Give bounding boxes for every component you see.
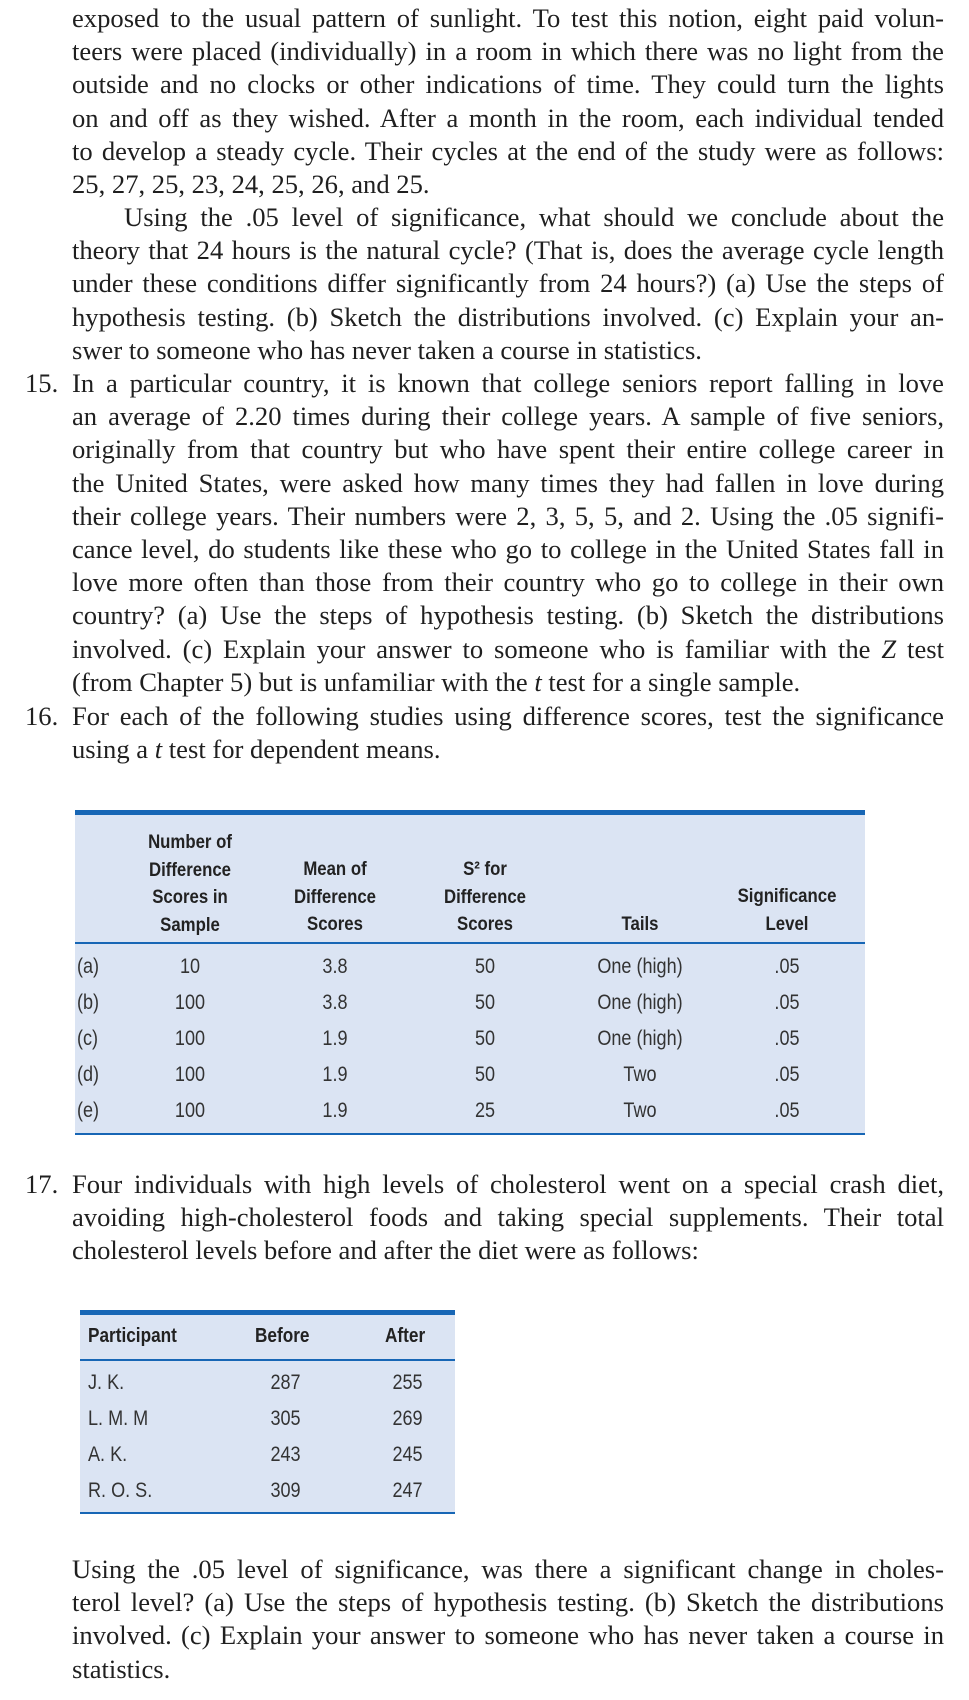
cell-n: 100 bbox=[174, 1063, 206, 1086]
problem-15-text bbox=[72, 367, 944, 699]
text-line: 25, 27, 25, 23, 24, 25, 26, and 25. bbox=[72, 169, 430, 200]
cell-s2: 50 bbox=[474, 955, 496, 978]
text-line: under these conditions differ significantly from 24 hours?) (a) Use the steps of bbox=[72, 268, 944, 299]
cell-participant: A. K. bbox=[88, 1443, 128, 1466]
cell-tails: One (high) bbox=[597, 1027, 683, 1050]
text-line: swer to someone who has never taken a course in statistics. bbox=[72, 334, 702, 365]
difference-scores-table bbox=[75, 810, 865, 1135]
intro-question-paragraph bbox=[72, 201, 944, 367]
cell-after: 269 bbox=[392, 1407, 423, 1430]
cell-participant: L. M. M bbox=[88, 1407, 149, 1430]
header-s2-for-difference-scores: S² for Difference Scores bbox=[443, 858, 527, 935]
cell-mean: 3.8 bbox=[322, 955, 348, 978]
text-line: (from Chapter 5) but is unfamiliar with the t test for a single sample. bbox=[72, 666, 801, 697]
cell-after: 247 bbox=[392, 1479, 423, 1502]
row-label: (a) bbox=[77, 955, 100, 978]
header-tails: Tails bbox=[621, 913, 659, 935]
problem-16-text bbox=[72, 700, 944, 766]
cell-s2: 50 bbox=[474, 991, 496, 1014]
cell-n: 100 bbox=[174, 1099, 206, 1122]
cell-mean: 3.8 bbox=[322, 991, 348, 1014]
text-line: statistics. bbox=[72, 1653, 171, 1684]
text-line: teers were placed (individually) in a room in which there was no light from the bbox=[72, 36, 944, 67]
text-line: an average of 2.20 times during their college years. A sample of five seniors, bbox=[72, 401, 944, 432]
text-line: In a particular country, it is known that college seniors report falling in love bbox=[72, 368, 944, 398]
text-line: their college years. Their numbers were 2, 3, 5, 5, and 2. Using the .05 signifi- bbox=[72, 500, 944, 531]
cell-s2: 50 bbox=[474, 1063, 496, 1086]
cell-tails: One (high) bbox=[597, 991, 683, 1014]
text-line: on and off as they wished. After a month in the room, each individual tended bbox=[72, 102, 944, 133]
text-line: avoiding high-cholesterol foods and taking special supplements. Their total bbox=[72, 1202, 944, 1233]
header-number-of-difference-scores: Number of Difference Scores in Sample bbox=[148, 831, 232, 936]
cell-participant: J. K. bbox=[88, 1371, 125, 1394]
text-line: involved. (c) Explain your answer to someone who has never taken a course in bbox=[72, 1620, 944, 1651]
cell-sig: .05 bbox=[774, 991, 800, 1014]
cell-before: 287 bbox=[270, 1371, 301, 1394]
text-line: terol level? (a) Use the steps of hypothesis testing. (b) Sketch the distributions bbox=[72, 1587, 944, 1618]
header-divider bbox=[75, 942, 865, 944]
cell-sig: .05 bbox=[774, 955, 800, 978]
cell-before: 305 bbox=[270, 1407, 301, 1430]
text-line: love more often than those from their country who go to college in their own bbox=[72, 567, 944, 598]
text-line: using a t test for dependent means. bbox=[72, 734, 441, 765]
text-line: theory that 24 hours is the natural cycle? (That is, does the average cycle length bbox=[72, 235, 944, 266]
cell-before: 309 bbox=[270, 1479, 301, 1502]
text-line: Using the .05 level of significance, what should we conclude about the bbox=[124, 202, 944, 232]
text-line: outside and no clocks or other indications of time. They could turn the lights bbox=[72, 69, 944, 100]
text-line: cholesterol levels before and after the diet were as follows: bbox=[72, 1235, 699, 1266]
header-mean-of-difference-scores: Mean of Difference Scores bbox=[293, 858, 377, 935]
cell-n: 100 bbox=[174, 1027, 206, 1050]
cell-n: 10 bbox=[179, 955, 201, 978]
problem-17-number: 17. bbox=[25, 1169, 59, 1199]
cell-tails: Two bbox=[623, 1063, 657, 1086]
cell-n: 100 bbox=[174, 991, 206, 1014]
text-line: Using the .05 level of significance, was there a significant change in choles- bbox=[72, 1554, 944, 1584]
row-label: (e) bbox=[77, 1099, 100, 1122]
text-line: Four individuals with high levels of cholesterol went on a special crash diet, bbox=[72, 1169, 944, 1199]
text-line: exposed to the usual pattern of sunlight. To test this notion, eight paid volun- bbox=[72, 3, 944, 33]
row-label: (c) bbox=[77, 1027, 99, 1050]
text-line: involved. (c) Explain your answer to someone who is familiar with the Z test bbox=[72, 633, 944, 664]
problem-17-text bbox=[72, 1168, 944, 1268]
text-line: For each of the following studies using difference scores, test the significance bbox=[72, 701, 944, 731]
cell-after: 255 bbox=[392, 1371, 423, 1394]
row-label: (d) bbox=[77, 1063, 100, 1086]
cell-mean: 1.9 bbox=[322, 1027, 348, 1050]
cell-s2: 25 bbox=[474, 1099, 496, 1122]
problem-17-question-text bbox=[72, 1553, 944, 1686]
problem-16-number: 16. bbox=[25, 701, 59, 731]
cell-tails: Two bbox=[623, 1099, 657, 1122]
cell-participant: R. O. S. bbox=[88, 1479, 153, 1502]
text-line: originally from that country but who have spent their entire college career in bbox=[72, 434, 944, 465]
text-line: the United States, were asked how many times they had fallen in love during bbox=[72, 467, 944, 498]
header-after: After bbox=[385, 1325, 426, 1347]
intro-paragraph bbox=[72, 2, 944, 201]
cell-sig: .05 bbox=[774, 1027, 800, 1050]
cell-after: 245 bbox=[392, 1443, 423, 1466]
problem-15-number: 15. bbox=[25, 368, 59, 398]
header-divider bbox=[80, 1359, 455, 1361]
cell-sig: .05 bbox=[774, 1063, 800, 1086]
header-participant: Participant bbox=[88, 1325, 177, 1347]
header-significance-level: Significance Level bbox=[737, 885, 837, 935]
row-label: (b) bbox=[77, 991, 100, 1014]
cholesterol-table bbox=[80, 1310, 455, 1514]
text-line: cance level, do students like these who go to college in the United States fall in bbox=[72, 534, 944, 565]
text-line: hypothesis testing. (b) Sketch the distributions involved. (c) Explain your an- bbox=[72, 301, 944, 332]
cell-mean: 1.9 bbox=[322, 1099, 348, 1122]
cell-mean: 1.9 bbox=[322, 1063, 348, 1086]
cell-tails: One (high) bbox=[597, 955, 683, 978]
header-before: Before bbox=[255, 1325, 310, 1347]
cell-sig: .05 bbox=[774, 1099, 800, 1122]
cell-s2: 50 bbox=[474, 1027, 496, 1050]
text-line: to develop a steady cycle. Their cycles at the end of the study were as follows: bbox=[72, 135, 944, 166]
text-line: country? (a) Use the steps of hypothesis testing. (b) Sketch the distributions bbox=[72, 600, 944, 631]
cell-before: 243 bbox=[270, 1443, 301, 1466]
